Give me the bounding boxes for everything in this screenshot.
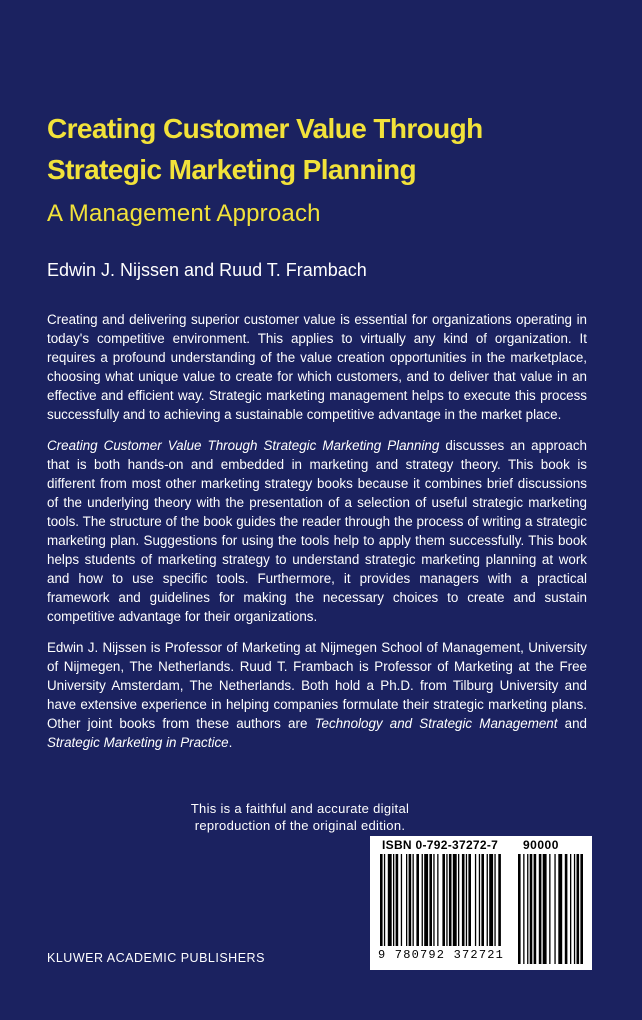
isbn-text: ISBN 0-792-37272-7 <box>382 838 499 852</box>
barcode-label <box>370 836 592 970</box>
book-title-line-2: Strategic Marketing Planning <box>47 154 417 185</box>
reproduction-note <box>170 800 430 834</box>
other-book-1: Technology and Strategic Management <box>314 716 558 731</box>
book-subtitle: A Management Approach <box>47 200 321 227</box>
blurb-paragraph-2 <box>47 436 587 626</box>
book-authors: Edwin J. Nijssen and Ruud T. Frambach <box>47 260 367 280</box>
blurb-paragraph-1: Creating and delivering superior customer value is essential for organizations operating in today's competitive environment. This applies to virtually any kind of organization. It requires a profound understanding of the value creation opportunities in the marketplace, choosing what unique value to create for which customers, and to deliver that value in an effective and efficient way. Strategic marketing management helps to execute this process successfully and to achieving a sustainable competitive advantage in the market place. <box>47 312 587 422</box>
author-bio-and: and <box>557 716 588 731</box>
book-title <box>47 108 607 190</box>
reproduction-note-line-1: This is a faithful and accurate digital <box>190 801 410 816</box>
other-book-2: Strategic Marketing in Practice <box>47 735 229 750</box>
blurb-title-italic: Creating Customer Value Through Strategic Marketing Planning <box>47 438 440 453</box>
author-bio <box>47 638 587 752</box>
author-bio-text: Edwin J. Nijssen is Professor of Marketing at Nijmegen School of Management, University of Nijmegen, The Netherlands. Ruud T. Frambach is Professor of Marketing at the Free University Amsterdam, The Netherlands. Both hold a Ph.D. from Tilburg University and have extensive experience in helping companies formulate their strategic marketing plans. Other joint books from these authors are <box>47 640 587 731</box>
ean-digits: 9 780792 372721 <box>378 948 505 962</box>
price-addon-text: 90000 <box>523 838 559 852</box>
publisher-name: KLUWER ACADEMIC PUBLISHERS <box>47 951 265 965</box>
book-title-line-1: Creating Customer Value Through <box>47 113 483 144</box>
blurb-paragraph-2-text: discusses an approach that is both hands-on and embedded in marketing and strategy theory. This book is different from most other marketing strategy books because it combines brief discussions of the underlying theory with the presentation of a selection of useful strategic marketing tools. The structure of the book guides the reader through the process of writing a strategic marketing plan. Suggestions for using the tools help to apply them successfully. This book helps students of marketing strategy to understand strategic marketing planning at work and how to use specific tools. Furthermore, it provides managers with a practical framework and guidelines for making the necessary choices to create and sustain competitive advantage for their organizations. <box>47 438 587 624</box>
author-bio-end: . <box>228 735 233 750</box>
reproduction-note-line-2: reproduction of the original edition. <box>194 818 406 833</box>
blurb <box>47 310 587 764</box>
